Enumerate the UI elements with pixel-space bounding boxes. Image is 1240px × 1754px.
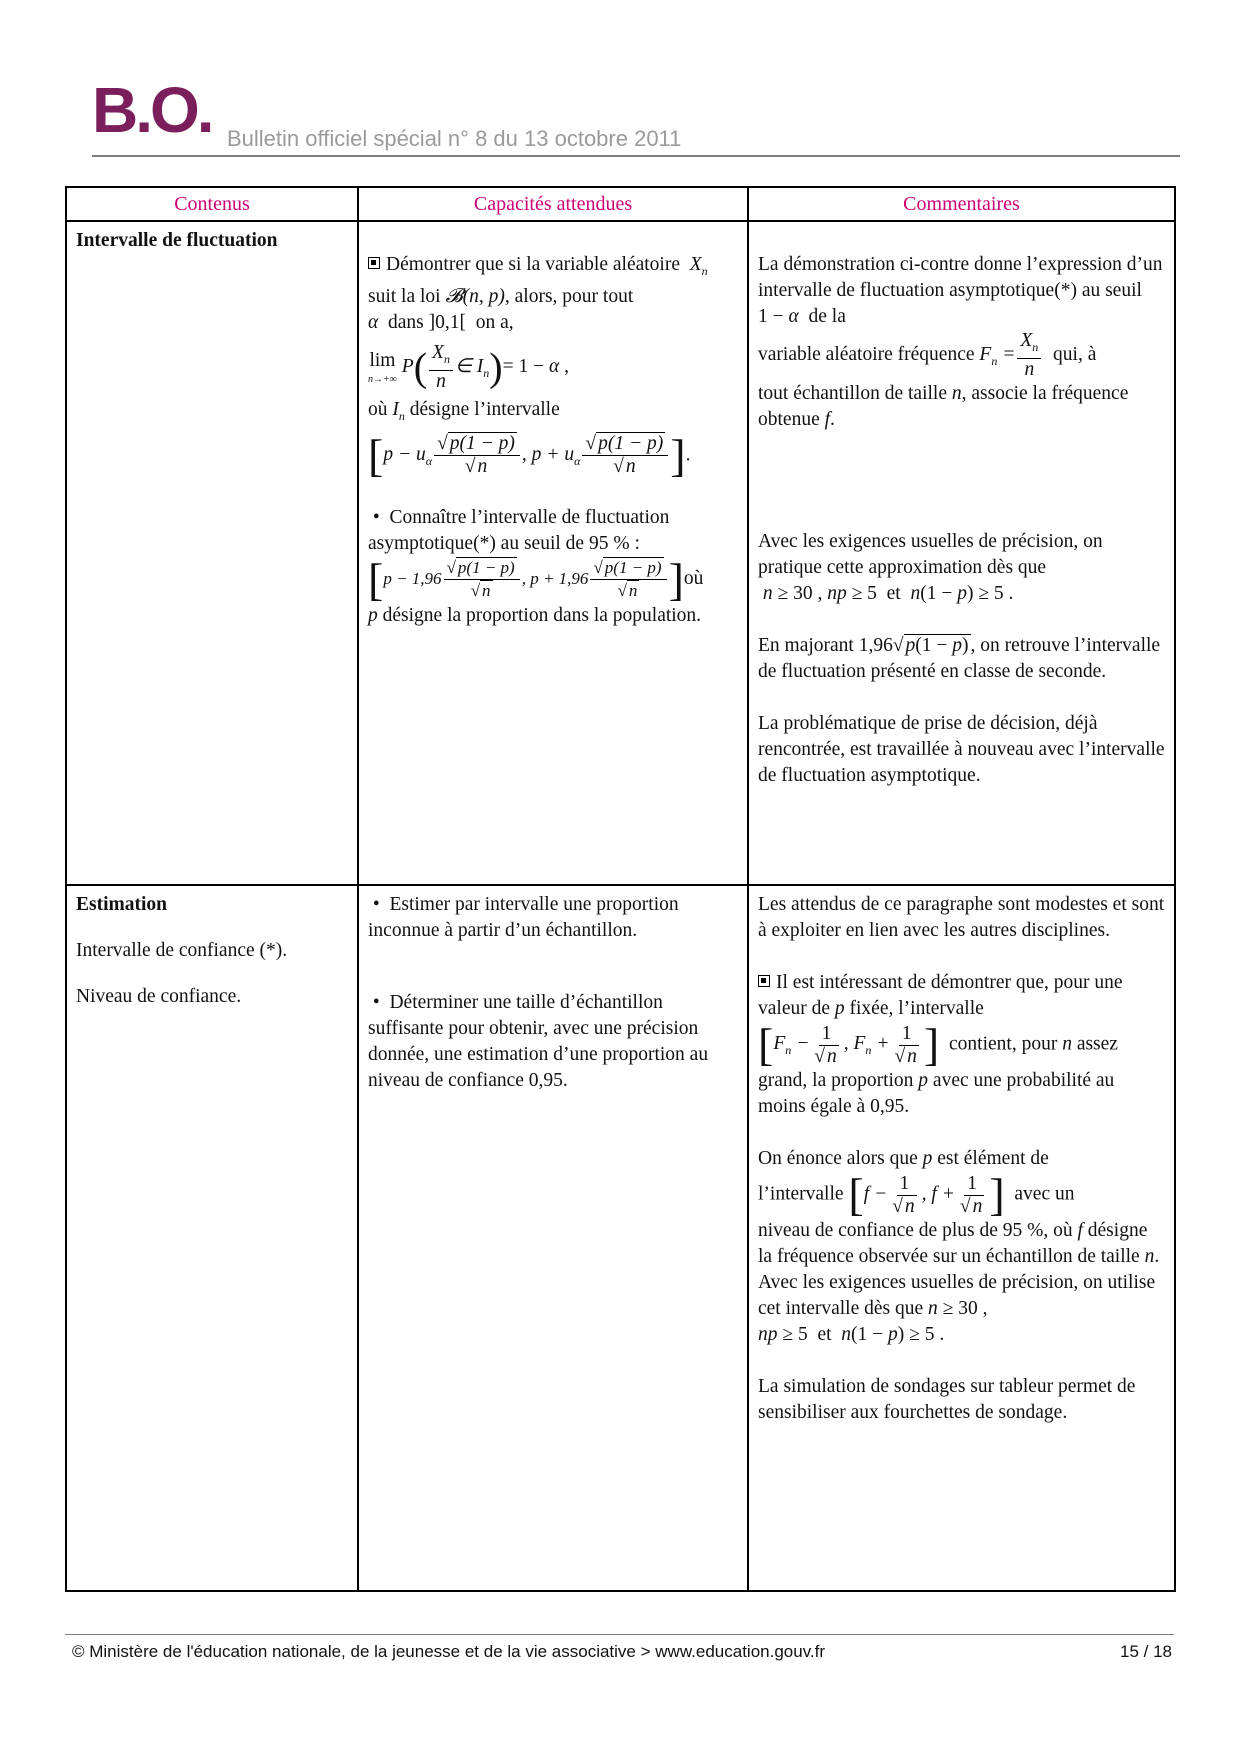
table-header-row: [66, 187, 1175, 221]
capacity-estimate: • Estimer par intervalle une proportion inconnue à partir d’un échantillon.: [368, 894, 679, 941]
cell-commentaires-estimation: [748, 885, 1175, 1591]
confidence-level-label: Niveau de confiance.: [76, 986, 242, 1007]
cell-capacites-estimation: [358, 885, 748, 1591]
bo-logo[interactable]: B.O.: [92, 74, 212, 146]
comment-approx: Avec les exigences usuelles de précision, on pratique cette approximation dès que n ≥ 30 , np ≥ 5 et n(1 − p) ≥ 5 .: [758, 530, 1103, 604]
comment-modest: Les attendus de ce paragraphe sont modestes et sont à exploiter en lien avec les autres disciplines.: [758, 894, 1165, 941]
col-header-capacites: Capacités attendues: [358, 187, 748, 221]
footer: [72, 1642, 1172, 1662]
comment-demo: La démonstration ci-contre donne l’expression d’un intervalle de fluctuation asymptotique(*) au seuil 1 − α de la variable aléatoire fréquence $F_n$ = $\frac{X_n}{n}$ qui, à tout échantillon de taille n, associe la fréquence obtenue f.: [758, 254, 1163, 430]
cell-capacites-fluctuation: [358, 221, 748, 885]
know-paragraph: • Connaître l’intervalle de fluctuation asymptotique(*) au seuil de 95 % :: [368, 506, 670, 554]
confidence-interval-label: Intervalle de confiance (*).: [76, 940, 288, 961]
limit-formula: lim n→+∞ P( $\frac{X_n}{n}$ ∈ $I_n)= 1 - \alpha$ ,: [368, 341, 569, 392]
demonstration-box-icon: [758, 975, 770, 987]
table-row: [66, 885, 1175, 1591]
demo-paragraph: Démontrer que si la variable aléatoire $X_n$ suit la loi 𝓑(n, p), alors, pour tout α dans ]0,1[ on a,: [368, 254, 708, 333]
program-table: [65, 186, 1176, 1592]
estimation-title: Estimation: [76, 894, 168, 915]
interval-95-formula: [p − 1,96 $\frac{√ p(1 - p)}{√ n}$ , p + 1,96 $\frac{√ p(1 - p)}{√ n}$ ]où: [368, 553, 704, 605]
cell-contenus-estimation: [66, 885, 358, 1591]
proportion-text: p désigne la proportion dans la population.: [368, 604, 702, 626]
header-rule: [92, 155, 1180, 157]
col-header-commentaires: Commentaires: [748, 187, 1175, 221]
demonstration-box-icon: [368, 257, 380, 269]
footer-rule: [65, 1634, 1174, 1635]
comment-enonce: On énonce alors que p est élément de l’intervalle [f − $\frac{1}{√ n}$ , f + $\frac{1}{√ n}$ ] avec un niveau de confiance de plus de 95 %, où f désigne la fréquence observée sur un échantillon de taille n. Avec les exigences usuelles de précision, on utilise cet intervalle dès que n ≥ 30 , np ≥ 5 et n(1 − p) ≥ 5 .: [758, 1148, 1160, 1345]
interval-def: où $I_n$ désigne l’intervalle: [368, 398, 560, 423]
header: [92, 74, 1180, 158]
page-number: 15 / 18: [1120, 1642, 1172, 1661]
capacity-sample-size: • Déterminer une taille d’échantillon suffisante pour obtenir, avec une précision donnée, une estimation d’une proportion au niveau de confiance 0,95.: [368, 992, 709, 1091]
table-row: [66, 221, 1175, 885]
bulletin-title: Bulletin officiel spécial n° 8 du 13 octobre 2011: [227, 126, 682, 151]
section-title: Intervalle de fluctuation: [76, 230, 278, 251]
comment-simulation: La simulation de sondages sur tableur permet de sensibiliser aux fourchettes de sondage.: [758, 1376, 1136, 1423]
comment-decision: La problématique de prise de décision, déjà rencontrée, est travaillée à nouveau avec l’intervalle de fluctuation asymptotique.: [758, 712, 1165, 786]
comment-demonstrate: Il est intéressant de démontrer que, pour une valeur de p fixée, l’intervalle [$F_n$ − $\frac{1}{√ n}$ , $F_n$ + $\frac{1}{√ n}$ ] contient, pour n assez grand, la proportion p avec une probabilité au moins égale à 0,95.: [758, 972, 1123, 1117]
interval-formula: [$p - u_\alpha$ $\frac{√ p(1 - p)}{√ n}$ , $p + u_\alpha$ $\frac{√ p(1 - p)}{√ n}$ ].: [368, 429, 691, 481]
col-header-contenus: Contenus: [66, 187, 358, 221]
cell-contenus-fluctuation: [66, 221, 358, 885]
cell-commentaires-fluctuation: [748, 221, 1175, 885]
footer-copyright[interactable]: © Ministère de l'éducation nationale, de la jeunesse et de la vie associative > www.education.gouv.fr: [72, 1642, 826, 1661]
comment-majorant: En majorant 1,96√ p(1 − p) , on retrouve l’intervalle de fluctuation présenté en classe de seconde.: [758, 634, 1161, 682]
